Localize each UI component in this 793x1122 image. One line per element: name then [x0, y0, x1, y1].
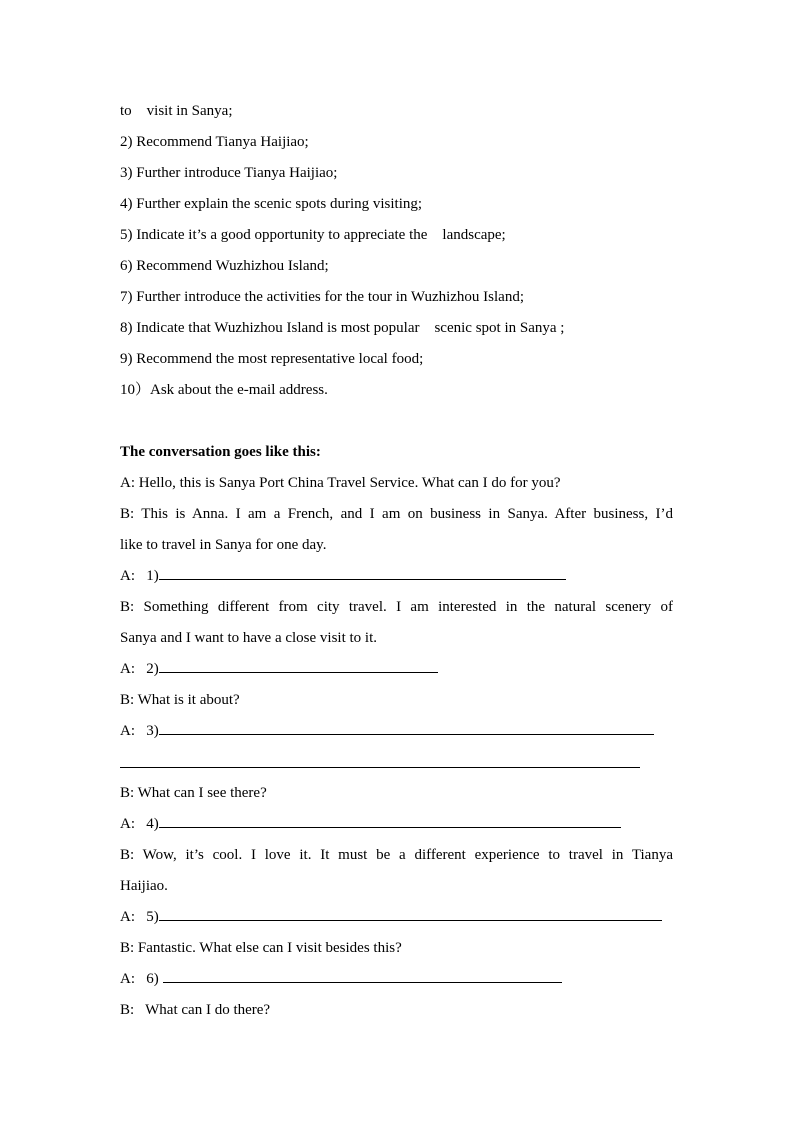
dialogue-line-b-question-about: B: What is it about?: [120, 692, 240, 708]
outline-item-9: 9) Recommend the most representative local food;: [120, 351, 424, 367]
answer-blank-5[interactable]: [159, 902, 662, 921]
dialogue-line-a-greeting: A: Hello, this is Sanya Port China Travel Service. What can I do for you?: [120, 475, 561, 491]
outline-item-1: to visit in Sanya;: [120, 103, 233, 119]
answer-row-3-cont: [120, 747, 673, 778]
answer-row-2: [120, 654, 673, 685]
dialogue-line-b-question-see: B: What can I see there?: [120, 785, 267, 801]
outline-item-6: 6) Recommend Wuzhizhou Island;: [120, 258, 329, 274]
document-page: [120, 96, 673, 1026]
outline-item-8: 8) Indicate that Wuzhizhou Island is most popular scenic spot in Sanya ;: [120, 320, 565, 336]
outline-item-3: 3) Further introduce Tianya Haijiao;: [120, 165, 338, 181]
answer-blank-6[interactable]: [163, 964, 562, 983]
dialogue-line-b-intro: B: This is Anna. I am a French, and I am on business in Sanya. After business, I’d: [120, 506, 673, 522]
dialogue-line-b-intro-cont: like to travel in Sanya for one day.: [120, 537, 327, 553]
answer-label-2: A: 2): [120, 661, 159, 677]
answer-label-6: A: 6): [120, 971, 163, 987]
answer-row-5: [120, 902, 673, 933]
dialogue-line-b-interest: B: Something different from city travel. I am interested in the natural scenery of: [120, 599, 673, 615]
answer-row-1: [120, 561, 673, 592]
dialogue-line-b-reaction-cont: Haijiao.: [120, 878, 168, 894]
answer-blank-2[interactable]: [159, 654, 438, 673]
answer-label-4: A: 4): [120, 816, 159, 832]
outline-item-2: 2) Recommend Tianya Haijiao;: [120, 134, 309, 150]
answer-blank-3-cont[interactable]: [120, 747, 640, 768]
answer-blank-3[interactable]: [159, 716, 654, 735]
section-gap: [120, 406, 673, 437]
answer-blank-4[interactable]: [159, 809, 621, 828]
dialogue-line-b-reaction: B: Wow, it’s cool. I love it. It must be a different experience to travel in Tianya: [120, 847, 673, 863]
answer-label-1: A: 1): [120, 568, 159, 584]
outline-item-4: 4) Further explain the scenic spots during visiting;: [120, 196, 423, 212]
conversation-heading: The conversation goes like this:: [120, 444, 321, 460]
answer-row-6: [120, 964, 673, 995]
answer-label-5: A: 5): [120, 909, 159, 925]
dialogue-line-b-question-do: B: What can I do there?: [120, 1002, 271, 1018]
answer-blank-1[interactable]: [159, 561, 566, 580]
outline-item-10: 10）Ask about the e-mail address.: [120, 382, 328, 398]
outline-item-5: 5) Indicate it’s a good opportunity to appreciate the landscape;: [120, 227, 506, 243]
outline-item-7: 7) Further introduce the activities for the tour in Wuzhizhou Island;: [120, 289, 525, 305]
answer-label-3: A: 3): [120, 723, 159, 739]
answer-row-4: [120, 809, 673, 840]
dialogue-line-b-interest-cont: Sanya and I want to have a close visit to it.: [120, 630, 378, 646]
dialogue-line-b-question-else: B: Fantastic. What else can I visit besides this?: [120, 940, 402, 956]
answer-row-3: [120, 716, 673, 747]
